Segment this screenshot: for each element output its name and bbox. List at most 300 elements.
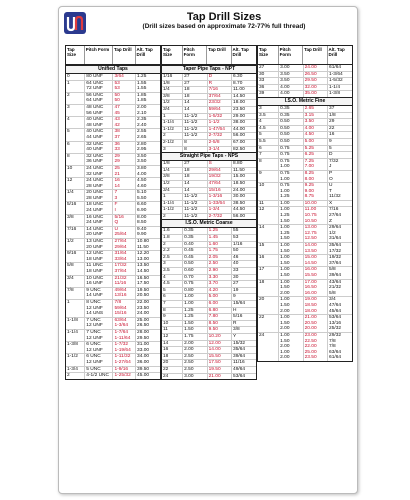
tap-drill-cell: 37/64 (207, 93, 231, 100)
alt-tap-drill-cell: 36.00 (137, 359, 150, 365)
pitch-form-cell: 8 (183, 146, 207, 152)
tap-drill-cell: 1.45 (207, 235, 231, 242)
table-row (162, 274, 256, 281)
pitch-form-cell: 12 UNC (85, 251, 113, 257)
table-row (162, 241, 256, 248)
pitch-form-cell: 1.00 (279, 297, 303, 303)
tap-size-cell: 36 (258, 84, 279, 91)
tap-drill-cell: 33 (113, 147, 136, 153)
tap-drill-cell: 16 (113, 178, 136, 184)
pitch-form-cell: 20 UNF (85, 232, 113, 238)
alt-tap-drill-cell: R (232, 320, 256, 327)
tap-drill-cell: 3.15 (303, 112, 327, 119)
tap-drill-cell: 8.50 (207, 320, 231, 327)
tap-drill-cell: 2.50 (207, 261, 231, 268)
alt-tap-drill-cell: 4.60 (137, 183, 147, 189)
tap-size-cell: 1.6 (162, 228, 183, 234)
tap-drill-cell: 16.50 (303, 285, 327, 291)
pitch-form-cell: 24 UNC (85, 178, 113, 184)
tap-drill-cell: 2.90 (207, 268, 231, 275)
pitch-form-cell: 27 (183, 80, 207, 87)
table-row (258, 84, 352, 91)
tap-size-cell: 5.5 (258, 138, 279, 145)
tap-size-cell: 2 (162, 213, 183, 219)
table-row (162, 200, 256, 207)
alt-tap-drill-cell: 23.50 (137, 305, 150, 311)
pitch-form-cell: 24 UNF (85, 208, 113, 214)
tap-size-cell: 8 (66, 153, 85, 159)
alt-tap-drill-cell: 67.00 (232, 139, 256, 146)
alt-tap-drill-cell: 17/32 (329, 248, 342, 254)
pitch-form-cell: 18 (183, 93, 207, 100)
pitch-form-cell: 18 (183, 87, 207, 94)
tap-drill-cell: 21.00 (207, 373, 231, 379)
tap-drill-cell: 7.25 (303, 158, 327, 164)
alt-tap-drill-cell: 13/16 (329, 320, 342, 326)
table-row (162, 139, 256, 146)
alt-tap-drill-cell: 38.00 (232, 120, 256, 127)
tap-drill-cell: 1-11/64 (113, 336, 136, 342)
table-row (162, 333, 256, 340)
alt-tap-drill-cell: 14.50 (232, 93, 256, 100)
tap-drill-cell: 2-7/32 (207, 213, 231, 219)
alt-tap-drill-cell: 27/64 (329, 213, 342, 219)
table-row (162, 353, 256, 360)
alt-tap-drill-cell: 16 (328, 132, 352, 139)
pitch-form-cell: 8 UNC (85, 299, 113, 305)
pitch-form-cell: 11 UNC (85, 263, 113, 269)
table-row (162, 187, 256, 194)
table-row (162, 113, 256, 120)
pitch-form-cell: 12 UNF (85, 348, 113, 354)
table-row (258, 119, 352, 126)
alt-tap-drill-cell: U (328, 183, 352, 189)
tap-size-cell: 3 (258, 106, 279, 112)
tap-size-cell: 2 (162, 241, 183, 248)
tap-drill-cell: 8.25 (303, 170, 327, 176)
table-row (258, 71, 352, 78)
tap-drill-cell: 16.00 (303, 291, 327, 297)
tap-drill-cell: 1.25 (207, 228, 231, 234)
iso-coarse-table (162, 228, 256, 379)
column-header (162, 46, 256, 65)
pitch-form-cell: 13 UNC (85, 239, 113, 245)
alt-tap-drill-cell: 43/64 (328, 279, 352, 285)
alt-tap-drill-cell: 2.10 (137, 110, 147, 116)
pitch-form-cell: 9 UNC (85, 287, 113, 293)
tap-drill-cell: 25 (113, 165, 136, 171)
header-tap-drill: Tap Drill (113, 46, 136, 64)
pitch-form-cell: 2.00 (183, 347, 207, 354)
tap-drill-cell: D (207, 74, 231, 80)
alt-tap-drill-cell: 1-3/8 (328, 91, 352, 97)
pitch-form-cell: 1.50 (183, 327, 207, 334)
header-tap-size: Tap Size (66, 46, 85, 64)
tap-size-cell: 1-1/4 (66, 329, 85, 335)
tap-drill-cell: 50 (113, 98, 136, 104)
alt-tap-drill-cell: 24.00 (137, 311, 150, 317)
pitch-form-cell: 2.00 (279, 326, 303, 332)
alt-tap-drill-cell: 3.80 (136, 165, 160, 171)
pitch-form-cell: 1.00 (279, 225, 303, 231)
tap-drill-cell: 13.50 (303, 249, 327, 255)
pitch-form-cell: 2.50 (183, 360, 207, 367)
pitch-form-cell: 0.50 (279, 132, 303, 139)
tap-size-cell: 4 (66, 117, 85, 123)
alt-tap-drill-cell: 1.85 (136, 92, 160, 98)
alt-tap-drill-cell: 1/2 (329, 230, 336, 236)
tap-drill-cell: 1-33/64 (207, 200, 231, 207)
tap-drill-cell: 15/16 (113, 311, 136, 317)
alt-tap-drill-cell: 9.90 (137, 232, 147, 238)
pitch-form-cell: 1.00 (279, 279, 303, 285)
alt-tap-drill-cell: 44.50 (232, 207, 256, 214)
table-row (162, 307, 256, 314)
alt-tap-drill-cell: 13.50 (136, 263, 160, 269)
tap-drill-cell: 29/64 (207, 167, 231, 174)
table-row (162, 126, 256, 133)
pitch-form-cell: 12 UNF (85, 306, 113, 312)
alt-tap-drill-cell: 61/64 (329, 355, 342, 361)
pitch-form-cell: 6 UNC (85, 354, 113, 360)
tap-size-cell: 5 (258, 132, 279, 139)
alt-tap-drill-cell: 19/32 (328, 255, 352, 261)
pitch-form-cell: 1.25 (279, 194, 303, 200)
pitch-form-cell: 1.50 (279, 219, 303, 225)
table-row (162, 87, 256, 94)
alt-tap-drill-cell: 3/8 (232, 327, 256, 334)
table-row (162, 93, 256, 100)
tap-size-cell: 33 (258, 78, 279, 85)
tap-size-cell: 3 (162, 261, 183, 268)
alt-tap-drill-cell: 1.85 (137, 98, 147, 104)
tap-drill-cell: 2.65 (303, 106, 327, 112)
tap-drill-cell: 21 (113, 172, 136, 178)
alt-tap-drill-cell: 5 (328, 145, 352, 152)
alt-tap-drill-cell: 33.00 (137, 347, 150, 353)
alt-tap-drill-cell: 56.00 (232, 133, 256, 140)
alt-tap-drill-cell: 11.50 (137, 244, 149, 250)
tap-drill-cell: 1-7/64 (113, 329, 136, 335)
table-row (66, 373, 160, 379)
tap-size-cell: 24 (162, 373, 183, 379)
tap-size-cell: 24 (258, 332, 279, 338)
pitch-form-cell: 14 UNC (85, 226, 113, 232)
tap-drill-cell: 1-19/64 (113, 348, 136, 354)
alt-tap-drill-cell: 1-1/4 (328, 84, 352, 91)
tap-size-cell: 30 (258, 71, 279, 78)
alt-tap-drill-cell: 1.55 (136, 80, 160, 86)
tap-drill-cell: 42 (113, 123, 136, 129)
table-row (162, 320, 256, 327)
tap-drill-cell: 59/64 (207, 106, 231, 113)
alt-tap-drill-cell: 15/32 (232, 340, 256, 347)
tap-drill-cell: 15/16 (207, 187, 231, 194)
header-tap-drill: Tap Drill (303, 46, 327, 64)
table-row (162, 314, 256, 321)
pitch-form-cell: 1.25 (279, 213, 303, 219)
tap-drill-cell: 3.50 (303, 119, 327, 126)
tap-size-cell: 1-3/8 (66, 342, 85, 348)
tap-size-cell: 1 (162, 113, 183, 120)
tap-drill-cell: 63/64 (113, 317, 136, 323)
tap-drill-cell: 49/64 (113, 287, 136, 293)
table-row (162, 106, 256, 113)
tap-size-cell: 1/16 (162, 74, 183, 80)
pitch-form-cell: 14 UNF (85, 293, 113, 299)
tap-size-cell: 5 (162, 287, 183, 294)
pitch-form-cell: 3.00 (183, 373, 207, 379)
tap-size-cell: 3.5 (162, 268, 183, 275)
alt-tap-drill-cell: 21/32 (329, 285, 342, 291)
alt-tap-drill-cell: 4.50 (136, 178, 160, 184)
alt-tap-drill-cell: 39.50 (136, 366, 160, 373)
pitch-form-cell: 0.75 (279, 170, 303, 176)
page-subtitle: (Drill sizes based on approximate 72-77% full thread) (142, 23, 306, 30)
pitch-form-cell: 40 UNC (85, 129, 113, 135)
tap-size-cell: 22 (162, 366, 183, 373)
pitch-form-cell: 1.25 (183, 314, 207, 321)
pitch-form-cell: 0.45 (183, 254, 207, 261)
tap-drill-cell: 14.00 (303, 243, 327, 249)
table-row (258, 112, 352, 119)
alt-tap-drill-cell: 19 (232, 287, 256, 294)
pitch-form-cell: 0.50 (279, 138, 303, 145)
alt-tap-drill-cell: 82.50 (232, 146, 256, 152)
tap-drill-cell: 1-9/16 (113, 366, 136, 373)
pitch-form-cell: 40 UNF (85, 147, 113, 153)
pitch-form-cell: 11-1/2 (183, 200, 207, 207)
tap-drill-cell: 8.75 (303, 194, 327, 200)
pitch-form-cell: 7 UNC (85, 317, 113, 323)
header-tap-drill: Tap Drill (207, 46, 231, 64)
alt-tap-drill-cell: 5/8 (329, 290, 336, 296)
pitch-form-cell: 36 UNF (85, 159, 113, 165)
alt-tap-drill-cell: 29/32 (328, 332, 352, 338)
alt-tap-drill-cell: 24.00 (232, 187, 256, 194)
alt-tap-drill-cell: 9.40 (136, 226, 160, 232)
alt-tap-drill-cell: 29 (328, 119, 352, 126)
tap-size-cell: 3/4 (162, 187, 183, 194)
pitch-form-cell: 44 UNF (85, 135, 113, 141)
pitch-form-cell: 1.75 (183, 333, 207, 340)
tap-drill-cell: 17/32 (113, 263, 136, 269)
tap-size-cell: 18 (162, 353, 183, 360)
tap-drill-cell: 35.00 (303, 91, 327, 97)
tap-drill-cell: 10.50 (303, 219, 327, 225)
tap-size-cell: 16 (258, 255, 279, 261)
pitch-form-cell: 0.75 (279, 183, 303, 189)
pitch-form-cell: 28 UNF (85, 184, 113, 190)
tap-drill-cell: 53 (113, 80, 136, 86)
tap-size-cell: 1/8 (162, 80, 183, 87)
tap-drill-cell: 37/64 (113, 269, 136, 275)
pitch-form-cell: 1.00 (279, 207, 303, 213)
pitch-form-cell: 0.75 (279, 158, 303, 164)
alt-tap-drill-cell: 14.50 (137, 269, 150, 274)
alt-tap-drill-cell: 11.00 (232, 87, 256, 94)
pitch-form-cell: 24 UNF (85, 220, 113, 226)
alt-tap-drill-cell: 55 (233, 228, 239, 234)
alt-tap-drill-cell: 29/64 (328, 225, 352, 231)
tap-drill-cell: 33/64 (113, 257, 136, 263)
alt-tap-drill-cell: H (232, 307, 256, 314)
pitch-form-cell: 11-1/2 (183, 194, 207, 201)
alt-tap-drill-cell: 50 (232, 248, 256, 255)
pitch-form-cell: 1.50 (279, 273, 303, 279)
table-row (258, 355, 352, 361)
tap-drill-cell: 25/64 (113, 232, 136, 238)
tap-drill-cell: 19.00 (303, 297, 327, 303)
alt-tap-drill-cell: 6.90 (137, 208, 147, 214)
alt-tap-drill-cell: 2.35 (136, 117, 160, 123)
tap-drill-cell: 19.50 (207, 366, 231, 373)
pitch-form-cell: 20 UNC (85, 190, 113, 196)
table-row (162, 360, 256, 367)
tap-drill-cell: 18.00 (303, 309, 327, 315)
tap-drill-cell: 32.00 (303, 84, 327, 91)
header-pitch-form: Pitch Form (85, 46, 113, 64)
alt-tap-drill-cell: 29.50 (137, 335, 150, 341)
pitch-form-cell: 2.00 (279, 355, 303, 361)
tap-drill-cell: 12.00 (207, 340, 231, 347)
tap-size-cell: 4.5 (258, 125, 279, 132)
pitch-form-cell: 5 UNC (85, 366, 113, 373)
tap-drill-cell: 23/32 (207, 100, 231, 107)
pitch-form-cell: 12 UNF (85, 360, 113, 366)
taper-pipe-table (162, 74, 256, 152)
tap-drill-cell: 1-5/32 (207, 113, 231, 120)
tap-size-cell: 6 (66, 141, 85, 147)
alt-tap-drill-cell: J (329, 164, 332, 170)
alt-tap-drill-cell: 7/16 (328, 207, 352, 213)
alt-tap-drill-cell: 45/64 (329, 308, 342, 314)
section-title-taper-pipe: Taper Pipe Taps - NPT (162, 65, 256, 74)
alt-tap-drill-cell: 2.80 (136, 141, 160, 147)
tap-drill-cell: 53 (113, 86, 136, 92)
pitch-form-cell: 2.00 (279, 291, 303, 297)
tap-size-cell: 16 (162, 347, 183, 354)
tap-drill-cell: 3.30 (207, 274, 231, 281)
tap-size-cell: 7/8 (66, 287, 85, 293)
tap-drill-cell: 19/32 (207, 174, 231, 181)
tap-drill-cell: 5.00 (303, 138, 327, 145)
pitch-form-cell: 27 (183, 74, 207, 80)
tap-size-cell: 0 (66, 74, 85, 80)
pitch-form-cell: 1.50 (279, 249, 303, 255)
table-row (258, 138, 352, 145)
header-pitch-form: Pitch Form (279, 46, 303, 64)
tap-size-cell: 1-1/4 (162, 120, 183, 127)
header-alt-tap-drill: Alt. Tap Drill (328, 47, 345, 57)
tap-size-cell: 1/2 (162, 180, 183, 187)
header-tap-size: Tap Size (162, 46, 183, 64)
pitch-form-cell: 1.00 (279, 189, 303, 195)
table-row (162, 120, 256, 127)
alt-tap-drill-cell: 30.00 (232, 194, 256, 201)
tap-drill-cell: 2.05 (207, 254, 231, 261)
pitch-form-cell: 0.80 (183, 287, 207, 294)
tap-size-cell: 2-1/2 (162, 139, 183, 146)
straight-pipe-table (162, 161, 256, 219)
pitch-form-cell: 1.50 (279, 303, 303, 309)
tap-drill-cell: 29/64 (113, 245, 136, 251)
alt-tap-drill-cell: 37/64 (329, 260, 342, 266)
alt-tap-drill-cell: 18.00 (232, 100, 256, 107)
pitch-form-cell: 0.35 (183, 228, 207, 234)
tap-size-cell: 5/8 (66, 263, 85, 269)
alt-tap-drill-cell: 22 (328, 125, 352, 132)
alt-tap-drill-cell: 28.00 (136, 329, 160, 335)
tap-drill-cell: 36 (113, 141, 136, 147)
tap-drill-cell: 13/16 (113, 293, 136, 299)
header-alt-tap-drill: Alt. Tap Drill (136, 47, 153, 57)
tap-size-cell: 2 (66, 92, 85, 98)
tap-drill-cell: 47 (113, 104, 136, 110)
tap-size-cell: 12 (258, 207, 279, 213)
column-iso-fine (257, 45, 353, 362)
tap-size-cell: 4 (162, 274, 183, 281)
pitch-form-cell: 1.50 (279, 339, 303, 345)
tap-drill-cell: 10.20 (207, 333, 231, 340)
alt-tap-drill-cell: 20.50 (137, 293, 150, 299)
tap-drill-cell: 1-11/32 (113, 354, 136, 360)
alt-tap-drill-cell: 8.70 (232, 80, 256, 87)
alt-tap-drill-cell: 61/64 (329, 65, 342, 70)
tap-drill-cell: 5.25 (303, 145, 327, 152)
tap-drill-cell: 3/64 (113, 74, 136, 80)
column-unified (65, 45, 161, 380)
pitch-form-cell: 16 UNC (85, 214, 113, 220)
tap-size-cell: 3/8 (66, 214, 85, 220)
alt-tap-drill-cell: 7/8 (329, 338, 336, 344)
pitch-form-cell: 20 UNF (85, 245, 113, 251)
tap-drill-cell: 9.00 (303, 189, 327, 195)
section-title-iso-coarse: I.S.O. Metric Coarse (162, 219, 256, 228)
alt-tap-drill-cell: 15.00 (232, 174, 256, 181)
tap-drill-cell: 14 (113, 184, 136, 190)
tap-size-cell: 12 (162, 333, 183, 340)
tap-size-cell: 6 (258, 145, 279, 152)
tap-size-cell: 1-1/4 (162, 200, 183, 207)
tap-drill-cell: 20.50 (303, 321, 327, 327)
alt-tap-drill-cell: 10.80 (136, 239, 160, 245)
alt-tap-drill-cell: D (328, 152, 352, 159)
section-title-iso-fine: I.S.O. Metric Fine (258, 97, 352, 106)
alt-tap-drill-cell: 6.30 (233, 74, 243, 79)
pitch-form-cell: 0.75 (279, 152, 303, 159)
alt-tap-drill-cell: 26.50 (137, 323, 150, 329)
tap-size-cell: 1-1/2 (162, 207, 183, 214)
iso-fine-table (258, 106, 352, 361)
table-row (162, 366, 256, 373)
pitch-form-cell: 12 UNF (85, 336, 113, 342)
tap-size-cell: 4.5 (162, 281, 183, 288)
pitch-form-cell: 1.00 (279, 350, 303, 356)
tap-drill-cell: 10.75 (303, 213, 327, 219)
tap-size-cell: 3 (66, 104, 85, 110)
table-row (162, 340, 256, 347)
tap-drill-cell: 29 (113, 153, 136, 159)
tap-drill-cell: 5/16 (113, 214, 136, 220)
tap-drill-cell: 59/64 (113, 306, 136, 312)
tap-drill-cell: 14.00 (207, 347, 231, 354)
tap-drill-cell: 15.50 (207, 353, 231, 360)
alt-tap-drill-cell: O (329, 176, 333, 182)
brand-logo-icon (64, 12, 86, 34)
tap-drill-cell: 7 (113, 190, 136, 196)
pitch-form-cell: 0.50 (279, 119, 303, 126)
